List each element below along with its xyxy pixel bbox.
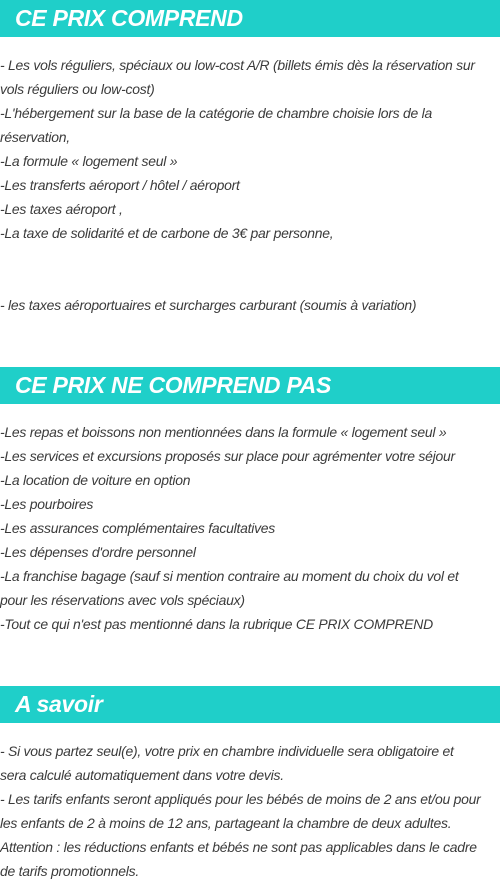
list-item: -La location de voiture en option — [0, 472, 191, 488]
list-item: -La formule « logement seul » — [0, 153, 178, 169]
list-item: sera calculé automatiquement dans votre devis. — [0, 767, 284, 783]
list-item: -La franchise bagage (sauf si mention contraire au moment du choix du vol et — [0, 568, 459, 584]
list-item: - les taxes aéroportuaires et surcharges carburant (soumis à variation) — [0, 297, 417, 313]
list-item: -Les assurances complémentaires facultatives — [0, 520, 276, 536]
list-item: -L'hébergement sur la base de la catégorie de chambre choisie lors de la — [0, 105, 432, 121]
list-item: -Les repas et boissons non mentionnées dans la formule « logement seul » — [0, 424, 447, 440]
section-title-ce-prix-comprend: CE PRIX COMPREND — [0, 0, 500, 37]
list-item: -Les taxes aéroport , — [0, 201, 123, 217]
list-item: pour les réservations avec vols spéciaux) — [0, 592, 245, 608]
included-list — [0, 53, 500, 245]
list-item: -Les dépenses d'ordre personnel — [0, 544, 196, 560]
info-list — [0, 739, 500, 883]
list-item: vols réguliers ou low-cost) — [0, 81, 155, 97]
section-title-ce-prix-ne-comprend-pas: CE PRIX NE COMPREND PAS — [0, 367, 500, 404]
list-item: Attention : les réductions enfants et bébés ne sont pas applicables dans le cadre — [0, 839, 477, 855]
list-item: -Tout ce qui n'est pas mentionné dans la rubrique CE PRIX COMPREND — [0, 616, 433, 632]
list-item: -Les transferts aéroport / hôtel / aéroport — [0, 177, 240, 193]
included-extra — [0, 293, 500, 317]
list-item: - Les vols réguliers, spéciaux ou low-cost A/R (billets émis dès la réservation sur — [0, 57, 475, 73]
section-title-a-savoir: A savoir — [0, 686, 500, 723]
list-item: réservation, — [0, 129, 70, 145]
list-item: - Les tarifs enfants seront appliqués pour les bébés de moins de 2 ans et/ou pour — [0, 791, 481, 807]
list-item: -La taxe de solidarité et de carbone de 3€ par personne, — [0, 225, 334, 241]
list-item: -Les services et excursions proposés sur place pour agrémenter votre séjour — [0, 448, 455, 464]
list-item: de tarifs promotionnels. — [0, 863, 139, 879]
excluded-list — [0, 420, 500, 636]
list-item: - Si vous partez seul(e), votre prix en chambre individuelle sera obligatoire et — [0, 743, 454, 759]
list-item: les enfants de 2 à moins de 12 ans, partageant la chambre de deux adultes. — [0, 815, 452, 831]
list-item: -Les pourboires — [0, 496, 94, 512]
